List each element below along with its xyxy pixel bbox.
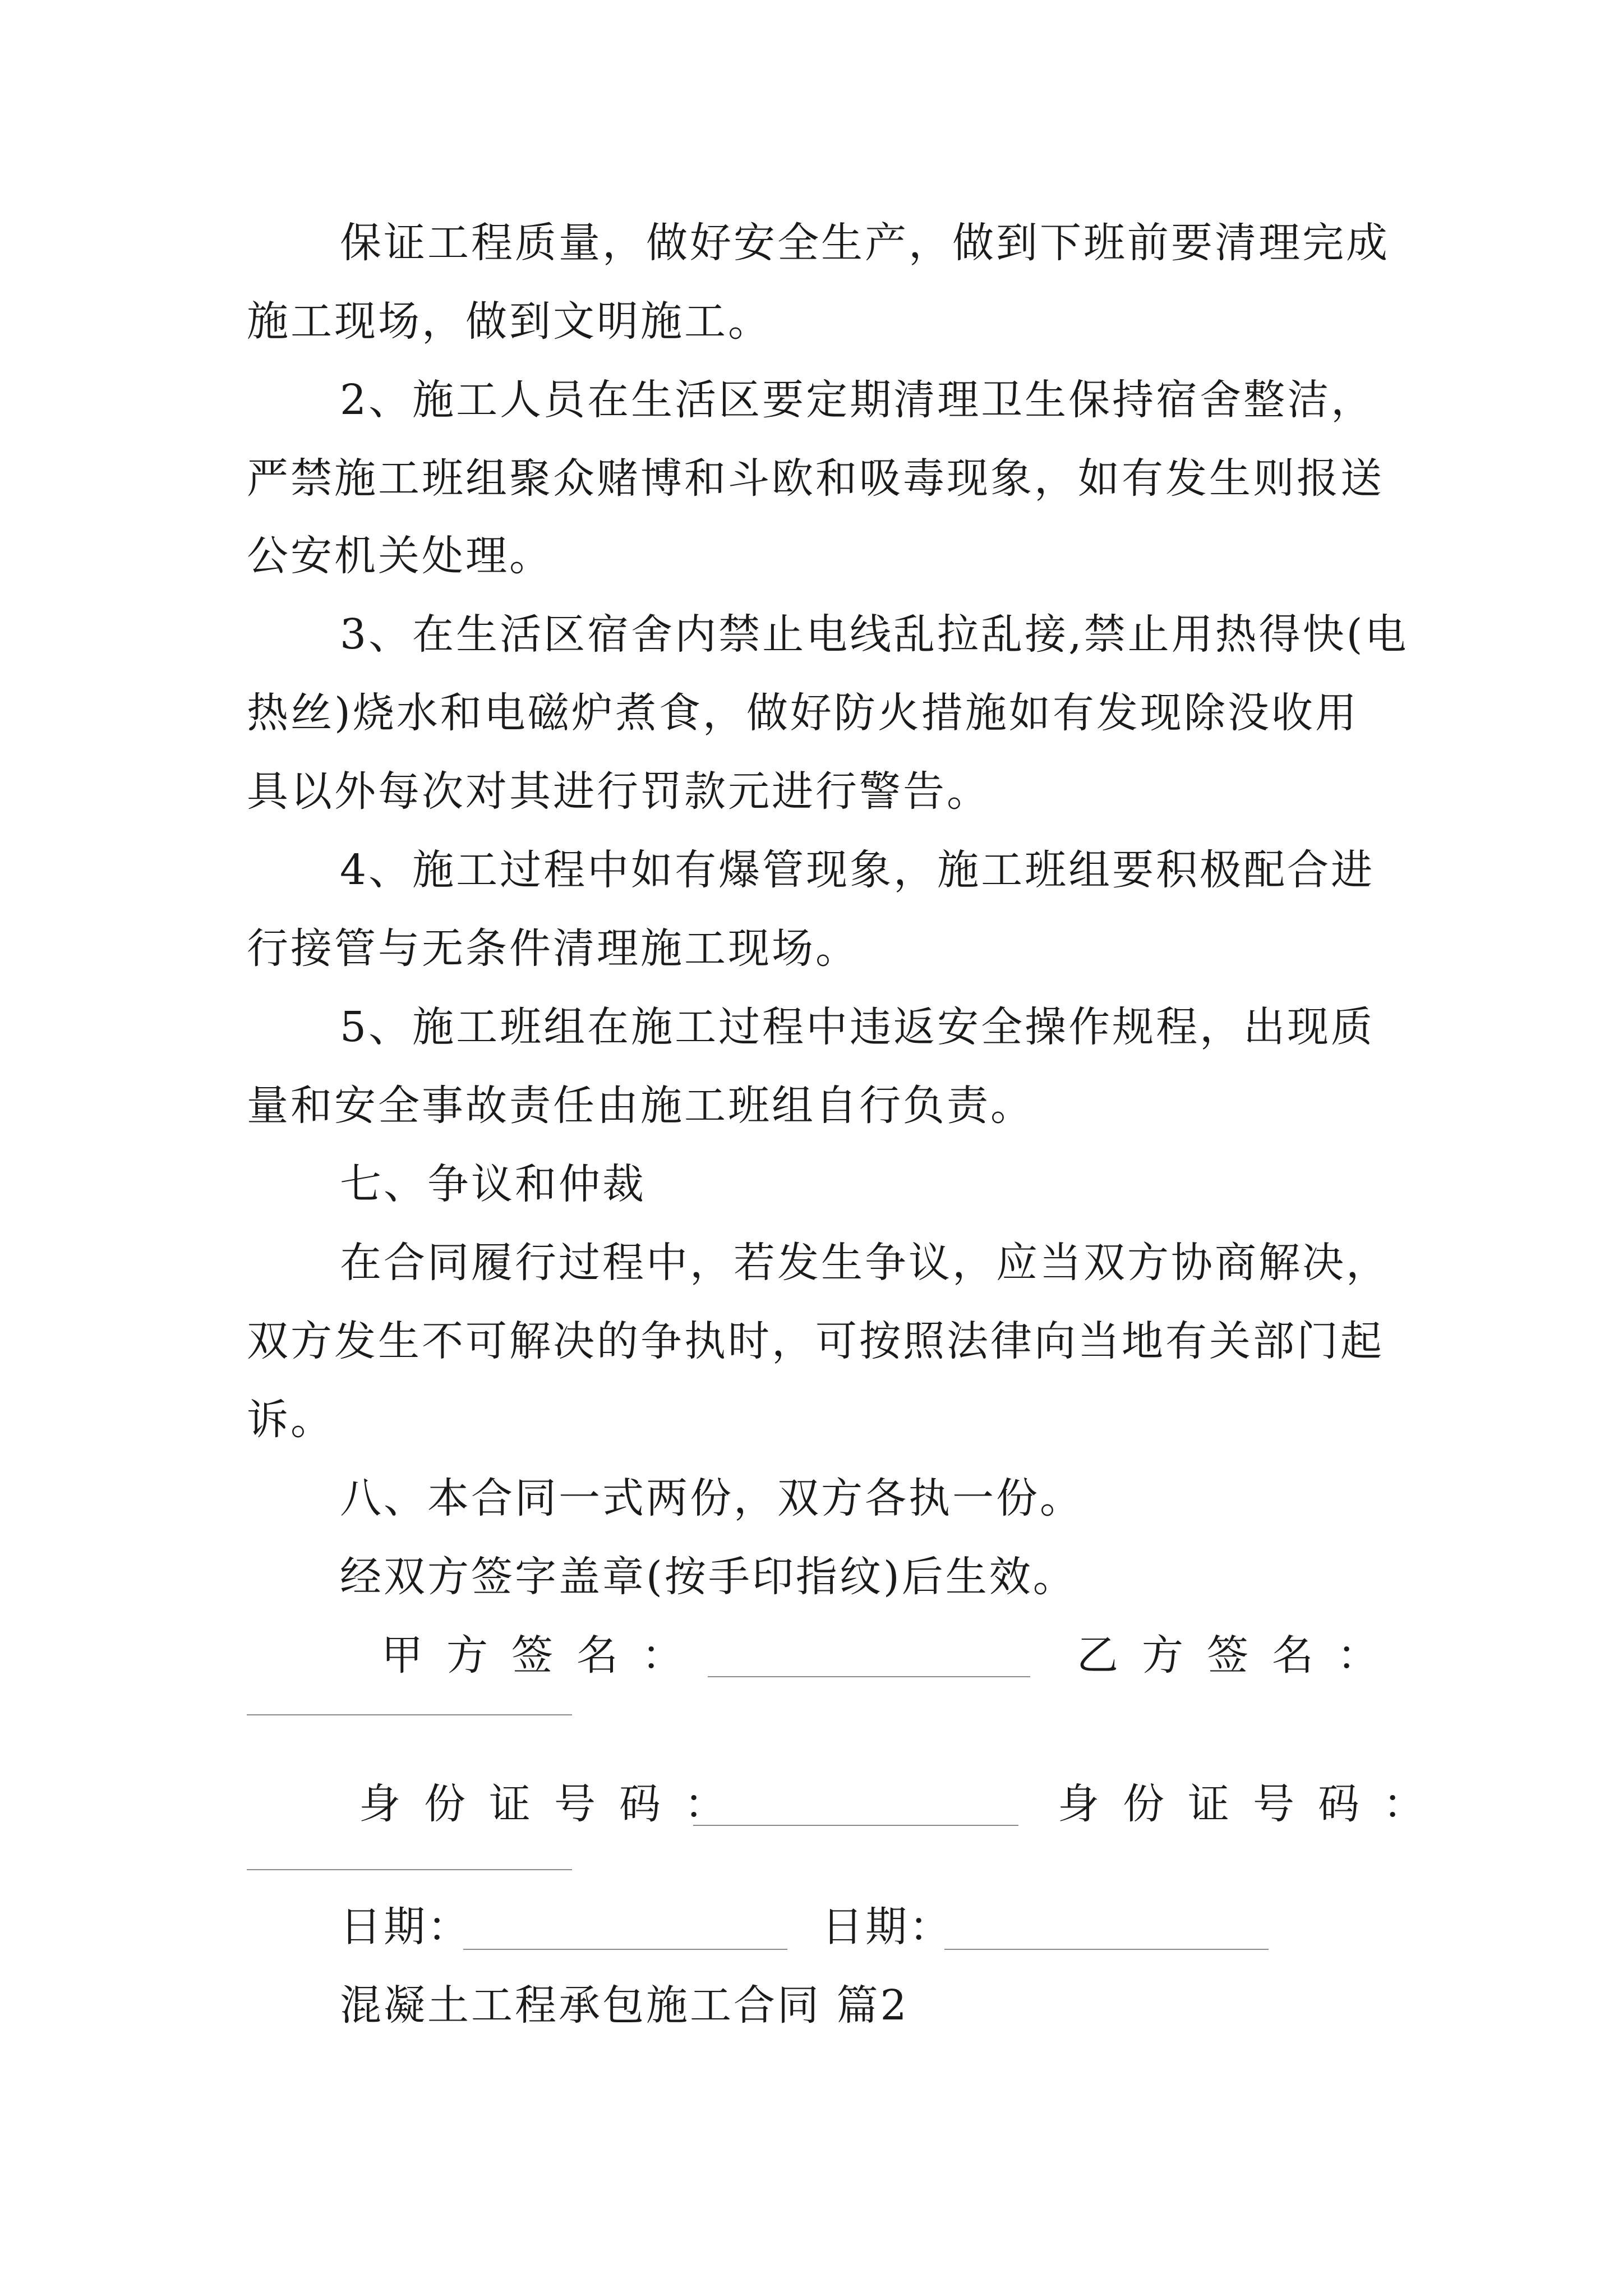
party-a-date-blank[interactable] xyxy=(463,1949,787,1950)
party-a-id-blank[interactable] xyxy=(693,1825,1018,1826)
party-b-id-label: 身份证号码： xyxy=(1058,1780,1448,1828)
party-b-signature-blank[interactable] xyxy=(247,1714,572,1715)
paragraph-1-line-2: 施工现场，做到文明施工。 xyxy=(247,297,772,346)
party-a-signature-blank[interactable] xyxy=(708,1676,1030,1677)
party-b-date-blank[interactable] xyxy=(944,1949,1269,1950)
party-a-signature-label: 甲方签名： xyxy=(381,1631,707,1680)
paragraph-3-line-3: 具以外每次对其进行罚款元进行警告。 xyxy=(247,767,990,816)
paragraph-dispute-line-2: 双方发生不可解决的争执时，可按照法律向当地有关部门起 xyxy=(247,1317,1384,1365)
paragraph-3-line-2: 热丝)烧水和电磁炉煮食，做好防火措施如有发现除没收用 xyxy=(247,689,1359,737)
paragraph-dispute-line-3: 诉。 xyxy=(247,1396,334,1444)
next-contract-title: 混凝土工程承包施工合同 篇2 xyxy=(340,1981,909,2030)
paragraph-dispute-line-1: 在合同履行过程中，若发生争议，应当双方协商解决， xyxy=(340,1239,1390,1287)
paragraph-4-line-2: 行接管与无条件清理施工现场。 xyxy=(247,924,859,973)
paragraph-5-line-1: 5、施工班组在施工过程中违返安全操作规程，出现质 xyxy=(340,1003,1375,1051)
party-b-signature-label: 乙方签名： xyxy=(1077,1631,1402,1680)
section-copies: 八、本合同一式两份，双方各执一份。 xyxy=(340,1474,1083,1522)
party-b-id-blank[interactable] xyxy=(247,1869,572,1870)
paragraph-3-line-1: 3、在生活区宿舍内禁止电线乱拉乱接,禁止用热得快(电 xyxy=(340,610,1409,659)
section-heading-dispute: 七、争议和仲裁 xyxy=(340,1160,646,1208)
party-b-date-label: 日期： xyxy=(822,1903,953,1951)
paragraph-2-line-2: 严禁施工班组聚众赌博和斗欧和吸毒现象，如有发生则报送 xyxy=(247,454,1384,503)
paragraph-1-line-1: 保证工程质量，做好安全生产，做到下班前要清理完成 xyxy=(340,219,1390,267)
paragraph-5-line-2: 量和安全事故责任由施工班组自行负责。 xyxy=(247,1082,1034,1130)
paragraph-4-line-1: 4、施工过程中如有爆管现象，施工班组要积极配合进 xyxy=(340,846,1375,894)
party-a-date-label: 日期： xyxy=(340,1903,471,1951)
effective-clause: 经双方签字盖章(按手印指纹)后生效。 xyxy=(340,1553,1077,1601)
paragraph-2-line-1: 2、施工人员在生活区要定期清理卫生保持宿舍整洁， xyxy=(340,376,1375,424)
paragraph-2-line-3: 公安机关处理。 xyxy=(247,532,553,580)
party-a-id-label: 身份证号码： xyxy=(359,1780,749,1828)
